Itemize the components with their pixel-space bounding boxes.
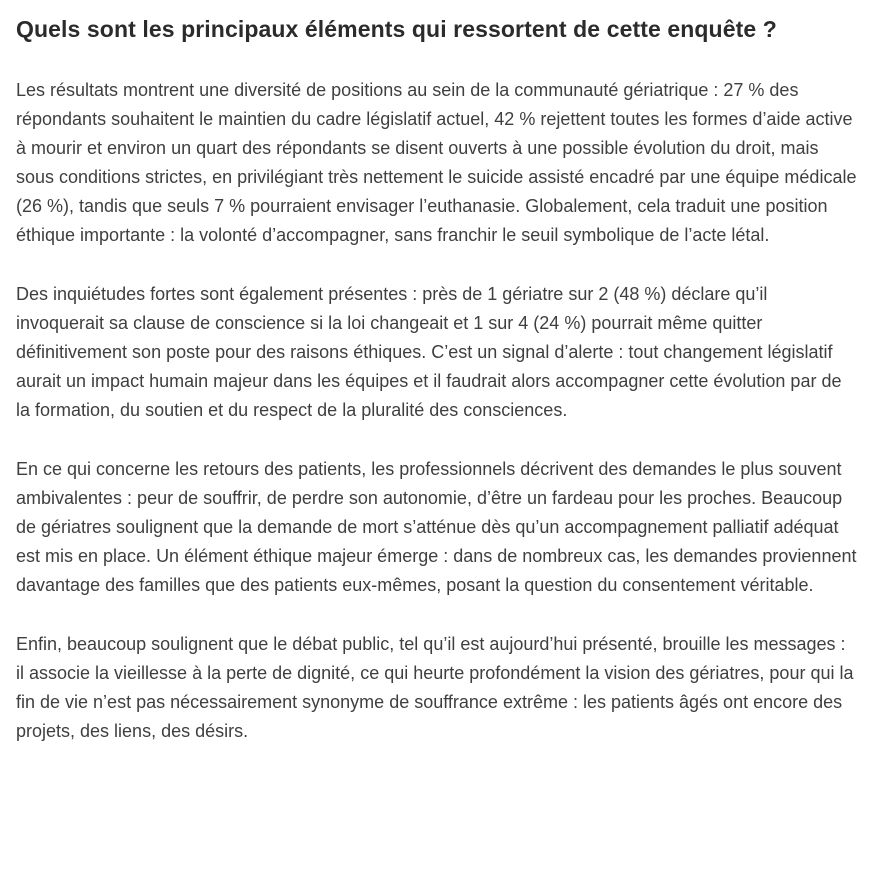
paragraph-concerns-conscience: Des inquiétudes fortes sont également présentes : près de 1 gériatre sur 2 (48 %) déclare qu’il invoquerait sa clause de conscience si la loi changeait et 1 sur 4 (24 %) pourrait même quitter définitivement son poste pour des raisons éthiques. C’est un signal d’alerte : tout changement législatif aurait un impact humain majeur dans les équipes et il faudrait alors accompagner cette évolution par de la formation, du soutien et du respect de la pluralité des consciences. [16, 284, 842, 420]
paragraph-patient-feedback: En ce qui concerne les retours des patients, les professionnels décrivent des demandes le plus souvent ambivalentes : peur de souffrir, de perdre son autonomie, d’être un fardeau pour les proches. Beaucoup de gériatres soulignent que la demande de mort s’atténue dès qu’un accompagnement palliatif adéquat est mis en place. Un élément éthique majeur émerge : dans de nombreux cas, les demandes proviennent davantage des familles que des patients eux-mêmes, posant la question du consentement véritable. [16, 459, 857, 595]
paragraph-public-debate: Enfin, beaucoup soulignent que le débat public, tel qu’il est aujourd’hui présenté, brouille les messages : il associe la vieillesse à la perte de dignité, ce qui heurte profondément la vision des gériatres, pour qui la fin de vie n’est pas nécessairement synonyme de souffrance extrême : les patients âgés ont encore des projets, des liens, des désirs. [16, 634, 854, 741]
question-heading: Quels sont les principaux éléments qui ressortent de cette enquête ? [16, 16, 777, 42]
paragraph-survey-positions: Les résultats montrent une diversité de positions au sein de la communauté gériatrique : 27 % des répondants souhaitent le maintien du cadre législatif actuel, 42 % rejettent toutes les formes d’aide active à mourir et environ un quart des répondants se disent ouverts à une possible évolution du droit, mais sous conditions strictes, en privilégiant très nettement le suicide assisté encadré par une équipe médicale (26 %), tandis que seuls 7 % pourraient envisager l’euthanasie. Globalement, cela traduit une position éthique importante : la volonté d’accompagner, sans franchir le seuil symbolique de l’acte létal. [16, 80, 857, 245]
